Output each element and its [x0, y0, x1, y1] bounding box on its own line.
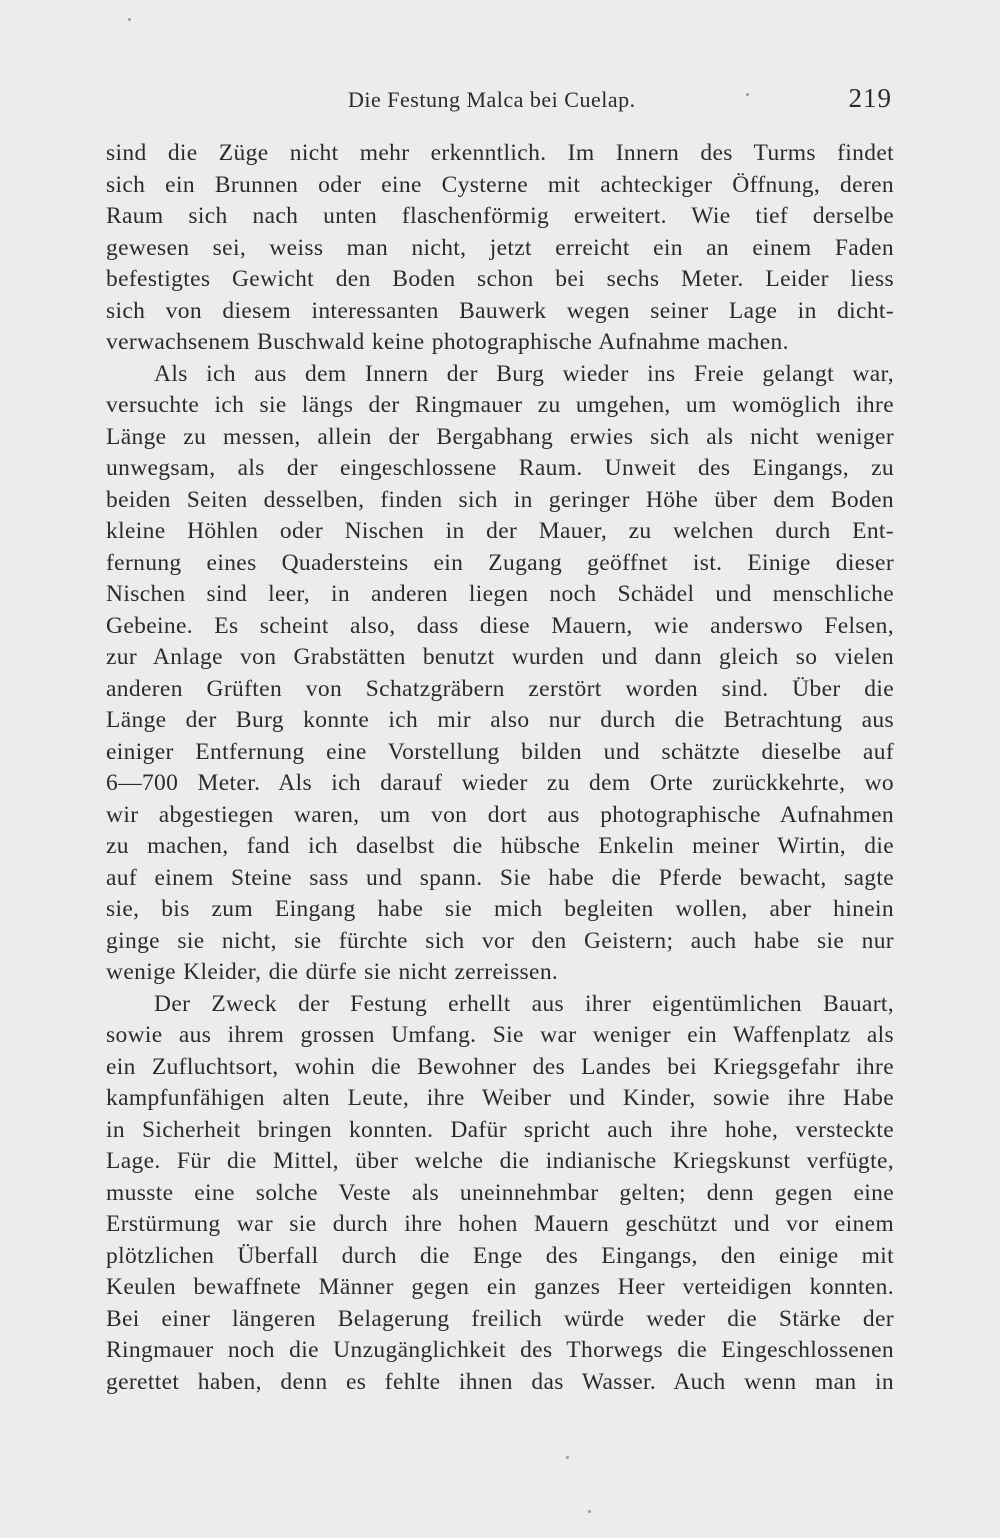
text-line: gewesen sei, weiss man nicht, jetzt erreicht ein an einem Faden	[106, 234, 894, 261]
text-line: Keulen bewaffnete Männer gegen ein ganzes Heer verteidigen konnten.	[106, 1274, 894, 1300]
page-header	[100, 83, 900, 119]
text-line: wenige Kleider, die dürfe sie nicht zerreissen.	[106, 959, 559, 985]
text-line: Gebeine. Es scheint also, dass diese Mauern, wie anderswo Felsen,	[106, 612, 894, 639]
text-line: fernung eines Quadersteins ein Zugang geöffnet ist. Einige dieser	[106, 549, 894, 576]
text-line: ein Zufluchtsort, wohin die Bewohner des Landes bei Kriegsgefahr ihre	[106, 1053, 894, 1080]
text-line: zu machen, fand ich daselbst die hübsche Enkelin meiner Wirtin, die	[106, 833, 894, 859]
text-line: Bei einer längeren Belagerung freilich würde weder die Stärke der	[106, 1305, 894, 1332]
text-line: wir abgestiegen waren, um von dort aus photographische Aufnahmen	[106, 801, 894, 828]
text-line: verwachsenem Buschwald keine photographische Aufnahme machen.	[106, 329, 789, 355]
text-line: Ringmauer noch die Unzugänglichkeit des Thorwegs die Eingeschlossenen	[106, 1337, 894, 1363]
text-line: ginge sie nicht, sie fürchte sich vor den Geistern; auch habe sie nur	[106, 927, 894, 954]
text-line: musste eine solche Veste als uneinnehmbar gelten; denn gegen eine	[106, 1179, 894, 1206]
text-line: Nischen sind leer, in anderen liegen noch Schädel und menschliche	[106, 581, 894, 607]
text-line: in Sicherheit bringen konnten. Dafür spricht auch ihre hohe, versteckte	[106, 1116, 894, 1143]
text-line: Raum sich nach unten flaschenförmig erweitert. Wie tief derselbe	[106, 203, 894, 229]
text-line: versuchte ich sie längs der Ringmauer zu umgehen, um womöglich ihre	[106, 392, 894, 418]
text-line: einiger Entfernung eine Vorstellung bilden und schätzte dieselbe auf	[106, 738, 894, 765]
text-line: sich von diesem interessanten Bauwerk wegen seiner Lage in dicht-	[106, 297, 894, 324]
text-line: sich ein Brunnen oder eine Cysterne mit achteckiger Öffnung, deren	[106, 171, 894, 198]
text-line: Länge der Burg konnte ich mir also nur durch die Betrachtung aus	[106, 707, 894, 733]
paper-speck	[128, 18, 131, 21]
text-line: beiden Seiten desselben, finden sich in geringer Höhe über dem Boden	[106, 486, 894, 513]
text-line: kampfunfähigen alten Leute, ihre Weiber und Kinder, sowie ihre Habe	[106, 1085, 894, 1111]
paragraph-start-line: Der Zweck der Festung erhellt aus ihrer eigentümlichen Bauart,	[154, 990, 894, 1017]
text-line: sie, bis zum Eingang habe sie mich begleiten wollen, aber hinein	[106, 896, 894, 922]
text-line: plötzlichen Überfall durch die Enge des Eingangs, den einige mit	[106, 1242, 894, 1269]
text-line: kleine Höhlen oder Nischen in der Mauer, zu welchen durch Ent-	[106, 518, 894, 544]
page-number: 219	[848, 83, 892, 113]
paper-speck	[566, 1456, 569, 1459]
paper-speck	[588, 1510, 591, 1513]
paper-speck	[746, 93, 749, 96]
text-line: Lage. Für die Mittel, über welche die indianische Kriegskunst verfügte,	[106, 1148, 894, 1174]
text-line: anderen Grüften von Schatzgräbern zerstört worden sind. Über die	[106, 675, 894, 702]
text-line: unwegsam, als der eingeschlossene Raum. Unweit des Eingangs, zu	[106, 455, 894, 481]
text-line: befestigtes Gewicht den Boden schon bei sechs Meter. Leider liess	[106, 266, 894, 292]
text-line: sowie aus ihrem grossen Umfang. Sie war weniger ein Waffenplatz als	[106, 1022, 894, 1048]
paragraph-start-line: Als ich aus dem Innern der Burg wieder ins Freie gelangt war,	[154, 360, 894, 387]
running-title: Die Festung Malca bei Cuelap.	[348, 87, 636, 112]
text-line: Erstürmung war sie durch ihre hohen Mauern geschützt und vor einem	[106, 1211, 894, 1237]
body-text	[106, 138, 894, 1398]
text-line: auf einem Steine sass und spann. Sie habe die Pferde bewacht, sagte	[106, 864, 894, 891]
text-line: gerettet haben, denn es fehlte ihnen das Wasser. Auch wenn man in	[106, 1368, 894, 1395]
text-line: Länge zu messen, allein der Bergabhang erwies sich als nicht weniger	[106, 423, 894, 450]
text-line: 6—700 Meter. Als ich darauf wieder zu dem Orte zurückkehrte, wo	[106, 770, 894, 796]
text-line: zur Anlage von Grabstätten benutzt wurden und dann gleich so vielen	[106, 644, 894, 670]
text-line: sind die Züge nicht mehr erkenntlich. Im Innern des Turms findet	[106, 140, 894, 166]
